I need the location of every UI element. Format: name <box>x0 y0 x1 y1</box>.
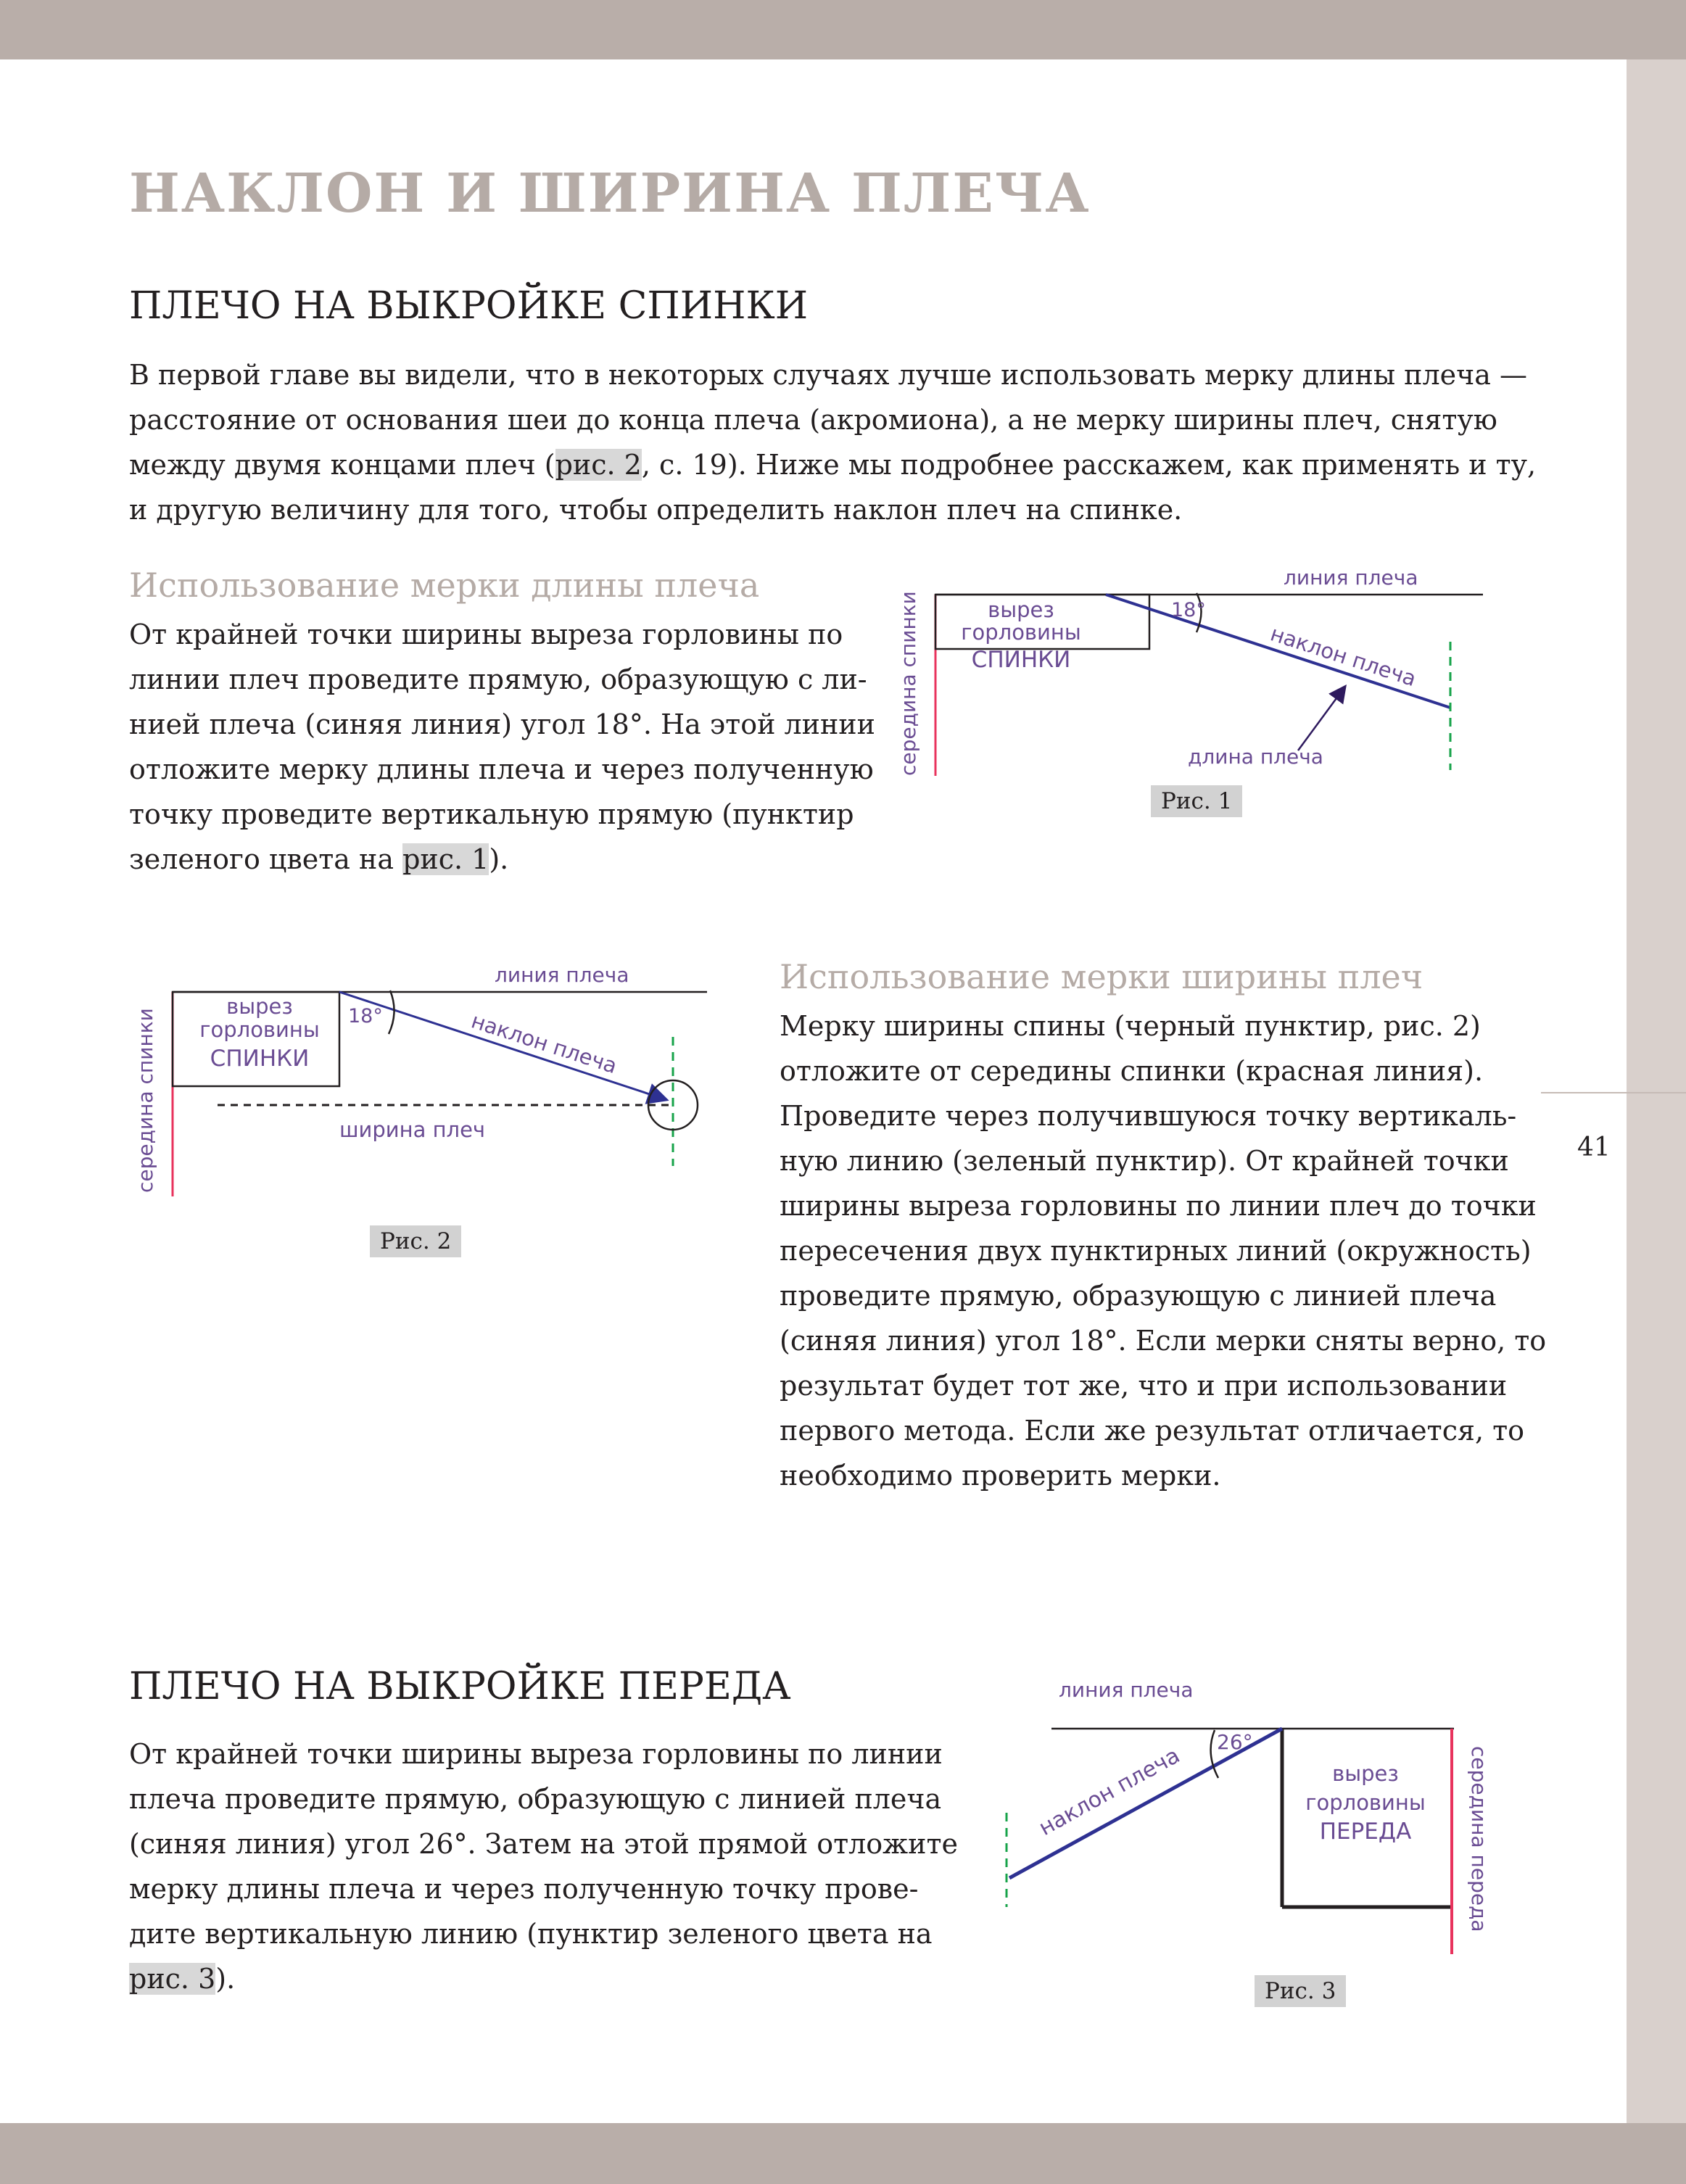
text-line: расстояние от основания шеи до конца плеча (акромиона), а не мерку ширины плеч, снятую <box>129 404 1497 436</box>
text-line: В первой главе вы видели, что в некоторых случаях лучше использовать мерку длины плеча — <box>129 359 1527 391</box>
header-band <box>0 0 1686 59</box>
text-line: отложите мерку длины плеча и через полученную <box>129 753 874 785</box>
label-shoulder-line: линия плеча <box>1059 1678 1194 1702</box>
front-paragraph <box>129 1732 958 2001</box>
text-line: ширины выреза горловины по линии плеч до точки <box>780 1190 1537 1222</box>
text-line: плеча проведите прямую, образующую с линией плеча <box>129 1783 942 1815</box>
text-line: и другую величину для того, чтобы определить наклон плеч на спинке. <box>129 494 1183 526</box>
label-width: ширина плеч <box>339 1117 486 1142</box>
intro-paragraph <box>129 352 1536 532</box>
figure-ref-link[interactable]: рис. 3 <box>129 1963 216 1995</box>
label-neck-2: горловины <box>961 620 1081 645</box>
label-neck-1: вырез <box>226 994 293 1019</box>
figure-3-diagram <box>1001 1668 1523 1972</box>
text-line: (синяя линия) угол 18°. Если мерки сняты верно, то <box>780 1325 1547 1357</box>
footer-band <box>0 2123 1686 2184</box>
page-number-rule <box>1541 1092 1686 1093</box>
label-neck-2: горловины <box>199 1017 320 1042</box>
label-neck-3: СПИНКИ <box>210 1046 310 1072</box>
page-number: 41 <box>1577 1133 1611 1162</box>
text-line: дите вертикальную линию (пунктир зеленого цвета на <box>129 1918 933 1950</box>
method2-heading: Использование мерки ширины плеч <box>780 957 1423 996</box>
figure-ref-link[interactable]: рис. 1 <box>402 843 489 875</box>
label-neck-2: горловины <box>1305 1790 1426 1815</box>
text-line: Мерку ширины спины (черный пунктир, рис. 2) <box>780 1010 1481 1042</box>
text-line: От крайней точки ширины выреза горловины по линии <box>129 1738 943 1770</box>
text-line: проведите прямую, образующую с линией плеча <box>780 1280 1497 1312</box>
text-line: ную линию (зеленый пунктир). От крайней точки <box>780 1145 1509 1177</box>
label-shoulder-line: линия плеча <box>1284 566 1418 590</box>
label-angle: 26° <box>1217 1730 1253 1754</box>
shoulder-slope-line <box>339 992 665 1099</box>
text-line: зеленого цвета на рис. 1). <box>129 843 509 875</box>
text-line: Проведите через получившуюся точку вертикаль- <box>780 1100 1517 1132</box>
label-neck-3: СПИНКИ <box>971 647 1071 673</box>
method2-paragraph <box>780 1004 1546 1498</box>
shoulder-slope-line <box>1106 595 1450 708</box>
label-slope: наклон плеча <box>1267 621 1420 692</box>
label-slope: наклон плеча <box>468 1008 621 1079</box>
label-neck-1: вырез <box>1332 1761 1399 1786</box>
section-heading-front: ПЛЕЧО НА ВЫКРОЙКЕ ПЕРЕДА <box>129 1665 791 1708</box>
figure-ref-link[interactable]: рис. 2 <box>555 449 642 481</box>
section-heading-back: ПЛЕЧО НА ВЫКРОЙКЕ СПИНКИ <box>129 284 809 328</box>
text-line: мерку длины плеча и через полученную точку прове- <box>129 1873 919 1905</box>
text-line: необходимо проверить мерки. <box>780 1460 1221 1492</box>
label-slope: наклон плеча <box>1034 1742 1184 1841</box>
figure-1-diagram <box>892 558 1508 798</box>
label-center-back: середина спинки <box>896 591 920 776</box>
figure-1-caption: Рис. 1 <box>1151 785 1242 817</box>
page-title: НАКЛОН И ШИРИНА ПЛЕЧА <box>129 162 1091 225</box>
figure-2-diagram <box>123 950 718 1204</box>
figure-2-caption: Рис. 2 <box>370 1225 461 1257</box>
pointer-arrow <box>1298 687 1344 750</box>
label-neck-1: вырез <box>988 597 1054 622</box>
side-band <box>1627 59 1686 2123</box>
text-line: точку проведите вертикальную прямую (пунктир <box>129 798 854 830</box>
method1-paragraph <box>129 612 875 882</box>
text-line: отложите от середины спинки (красная линия). <box>780 1055 1484 1087</box>
label-neck-3: ПЕРЕДА <box>1319 1819 1412 1845</box>
text-line: От крайней точки ширины выреза горловины по <box>129 619 843 650</box>
label-angle: 18° <box>348 1005 383 1027</box>
figure-3-caption: Рис. 3 <box>1255 1975 1346 2007</box>
text-line: нией плеча (синяя линия) угол 18°. На этой линии <box>129 708 875 740</box>
text-line: между двумя концами плеч (рис. 2, с. 19). Ниже мы подробнее расскажем, как применять и ту, <box>129 449 1537 481</box>
text-line: пересечения двух пунктирных линий (окружность) <box>780 1235 1532 1267</box>
text-line: линии плеч проведите прямую, образующую с ли- <box>129 663 867 695</box>
text-line: результат будет тот же, что и при использовании <box>780 1370 1508 1402</box>
text-line: рис. 3). <box>129 1963 236 1995</box>
label-shoulder-line: линия плеча <box>495 963 629 987</box>
text-line: (синяя линия) угол 26°. Затем на этой прямой отложите <box>129 1828 958 1860</box>
label-length: длина плеча <box>1188 745 1323 769</box>
angle-arc <box>389 990 394 1034</box>
label-center-front: середина переда <box>1467 1746 1491 1932</box>
text-line: первого метода. Если же результат отличается, то <box>780 1415 1525 1447</box>
label-angle: 18° <box>1171 599 1206 621</box>
label-center-back: середина спинки <box>133 1008 157 1193</box>
method1-heading: Использование мерки длины плеча <box>129 566 760 605</box>
